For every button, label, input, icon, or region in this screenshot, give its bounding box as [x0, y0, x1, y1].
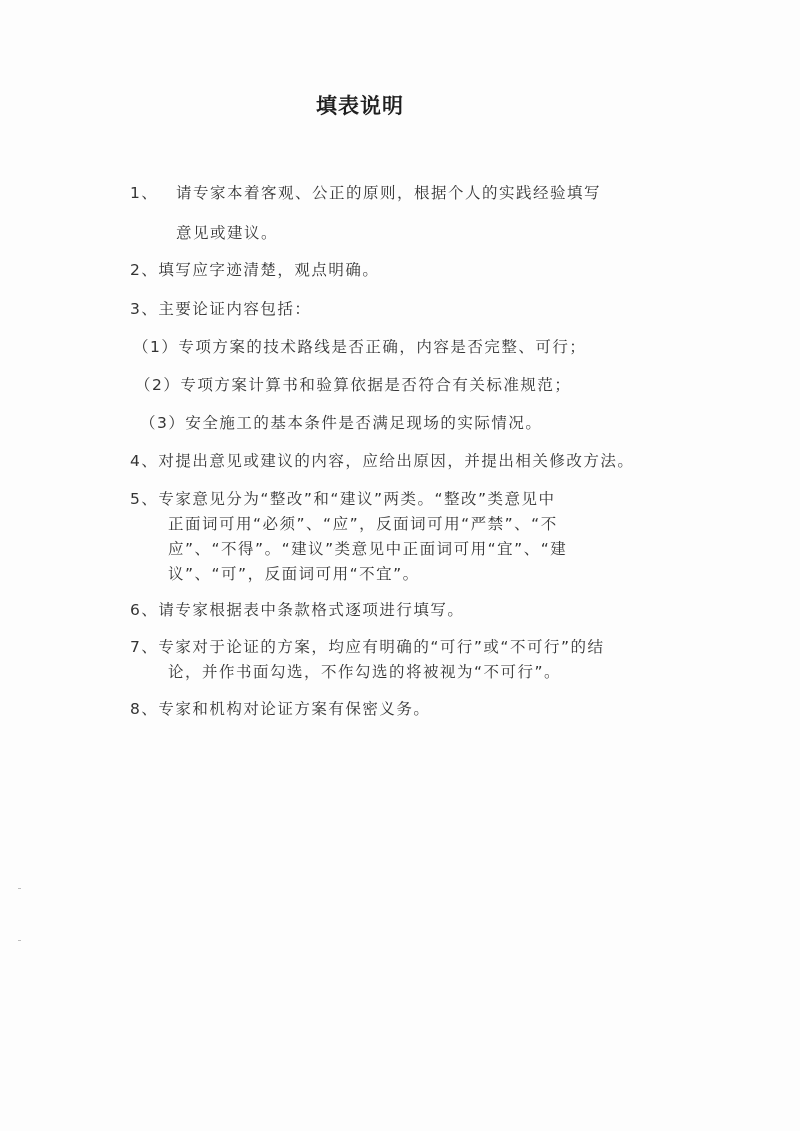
item-8: 8、专家和机构对论证方案有保密义务。: [130, 700, 431, 718]
item-5-continuation-3: 议”、“可”，反面词可用“不宜”。: [168, 565, 420, 583]
document-title: 填表说明: [316, 94, 404, 118]
item-3-sub-2: （2）专项方案计算书和验算依据是否符合有关标准规范；: [135, 376, 572, 394]
item-1-continuation: 意见或建议。: [176, 224, 279, 242]
item-2: 2、填写应字迹清楚，观点明确。: [130, 261, 380, 279]
item-7-continuation: 论，并作书面勾选，不作勾选的将被视为“不可行”。: [168, 663, 562, 681]
item-1-text: 请专家本着客观、公正的原则，根据个人的实践经验填写: [176, 184, 602, 202]
item-7: 7、专家对于论证的方案，均应有明确的“可行”或“不可行”的结: [130, 638, 605, 656]
item-4: 4、对提出意见或建议的内容，应给出原因，并提出相关修改方法。: [130, 452, 635, 470]
item-3-sub-1: （1）专项方案的技术路线是否正确，内容是否完整、可行；: [133, 338, 587, 356]
item-6: 6、请专家根据表中条款格式逐项进行填写。: [130, 601, 465, 619]
scan-speck: [18, 888, 21, 889]
item-5: 5、专家意见分为“整改”和“建议”两类。“整改”类意见中: [130, 490, 556, 508]
item-3: 3、主要论证内容包括：: [130, 300, 312, 318]
scan-speck: [18, 940, 21, 941]
item-5-continuation-2: 应”、“不得”。“建议”类意见中正面词可用“宜”、“建: [168, 540, 568, 558]
item-5-continuation-1: 正面词可用“必须”、“应”，反面词可用“严禁”、“不: [168, 515, 558, 533]
item-3-sub-3: （3）安全施工的基本条件是否满足现场的实际情况。: [140, 414, 543, 432]
item-1-number: 1、: [130, 184, 159, 202]
